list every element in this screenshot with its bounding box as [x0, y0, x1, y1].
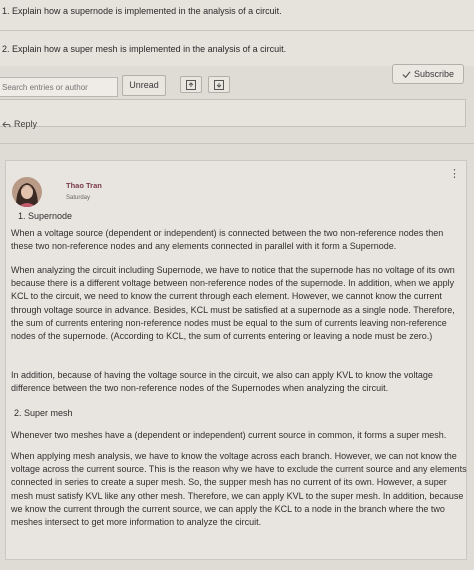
reply-label: Reply: [14, 119, 38, 129]
heading-supernode: 1. Supernode: [18, 211, 73, 221]
question-2: 2. Explain how a super mesh is implemented in the analysis of a circuit.: [2, 44, 287, 54]
paragraph-5: When applying mesh analysis, we have to know the voltage across each branch. However, we can not know the voltage across the current source. This is the reason why we have to exclude the current source and any elements connected in series to create a super mesh. So, the supper mesh has no current of its own. However, a super mesh must satisfy KVL like any other mesh. Therefore, we can apply KVL to the super mesh. In addition, because we know the current through the current source, we can apply the KCL to a node in the branch where the two meshes intersect to get more information to analyze the circuit.: [11, 451, 467, 528]
expand-all-icon: [214, 80, 224, 90]
questions-area: [0, 0, 474, 66]
paragraph-1: When a voltage source (dependent or independent) is connected between the two non-reference nodes then these two non-reference nodes and any elements connected in parallel with it form a Supernode.: [11, 228, 444, 252]
search-input[interactable]: [0, 77, 118, 97]
paragraph-2: When analyzing the circuit including Supernode, we have to notice that the supernode has no voltage of its own because there is a different voltage between non-reference nodes of the supernode. In addition, when we apply KCL to the circuit, we need to know the current through each element. However, we cannot know the current through voltage source in advance. Besides, KCL must be satisfied at a supernode as a single node. Therefore, the sum of currents entering non-reference nodes must be equal to the sum of currents leaving non-reference nodes of the supernode. (According to KCL, the sum of currents entering or leaving a node must be zero.): [11, 265, 455, 342]
paragraph-4: Whenever two meshes have a (dependent or independent) current source in common, it forms a super mesh.: [11, 430, 447, 440]
question-divider: [0, 30, 474, 31]
question-1: 1. Explain how a supernode is implemented in the analysis of a circuit.: [2, 6, 282, 16]
subscribe-button[interactable]: [392, 64, 464, 84]
expand-all-button[interactable]: [208, 76, 230, 93]
reply-link[interactable]: [2, 119, 37, 129]
avatar[interactable]: [12, 177, 42, 207]
collapse-all-icon: [186, 80, 196, 90]
subscribe-label: Subscribe: [413, 69, 455, 79]
checkmark-icon: [402, 70, 411, 79]
unread-button[interactable]: Unread: [122, 75, 166, 96]
avatar-image: [12, 177, 42, 207]
paragraph-3: In addition, because of having the voltage source in the circuit, we also can apply KVL to know the voltage difference between the two non-reference nodes of the Supernodes when analyzing the circuit.: [11, 370, 433, 394]
section-divider: [0, 143, 474, 144]
more-options-icon[interactable]: ⋮: [449, 168, 460, 180]
reply-box[interactable]: [0, 99, 466, 127]
author-name[interactable]: Thao Tran: [66, 181, 102, 190]
reply-arrow-icon: [2, 120, 11, 129]
collapse-all-button[interactable]: [180, 76, 202, 93]
heading-super-mesh: 2. Super mesh: [14, 408, 73, 418]
post-date: Saturday: [66, 195, 91, 201]
